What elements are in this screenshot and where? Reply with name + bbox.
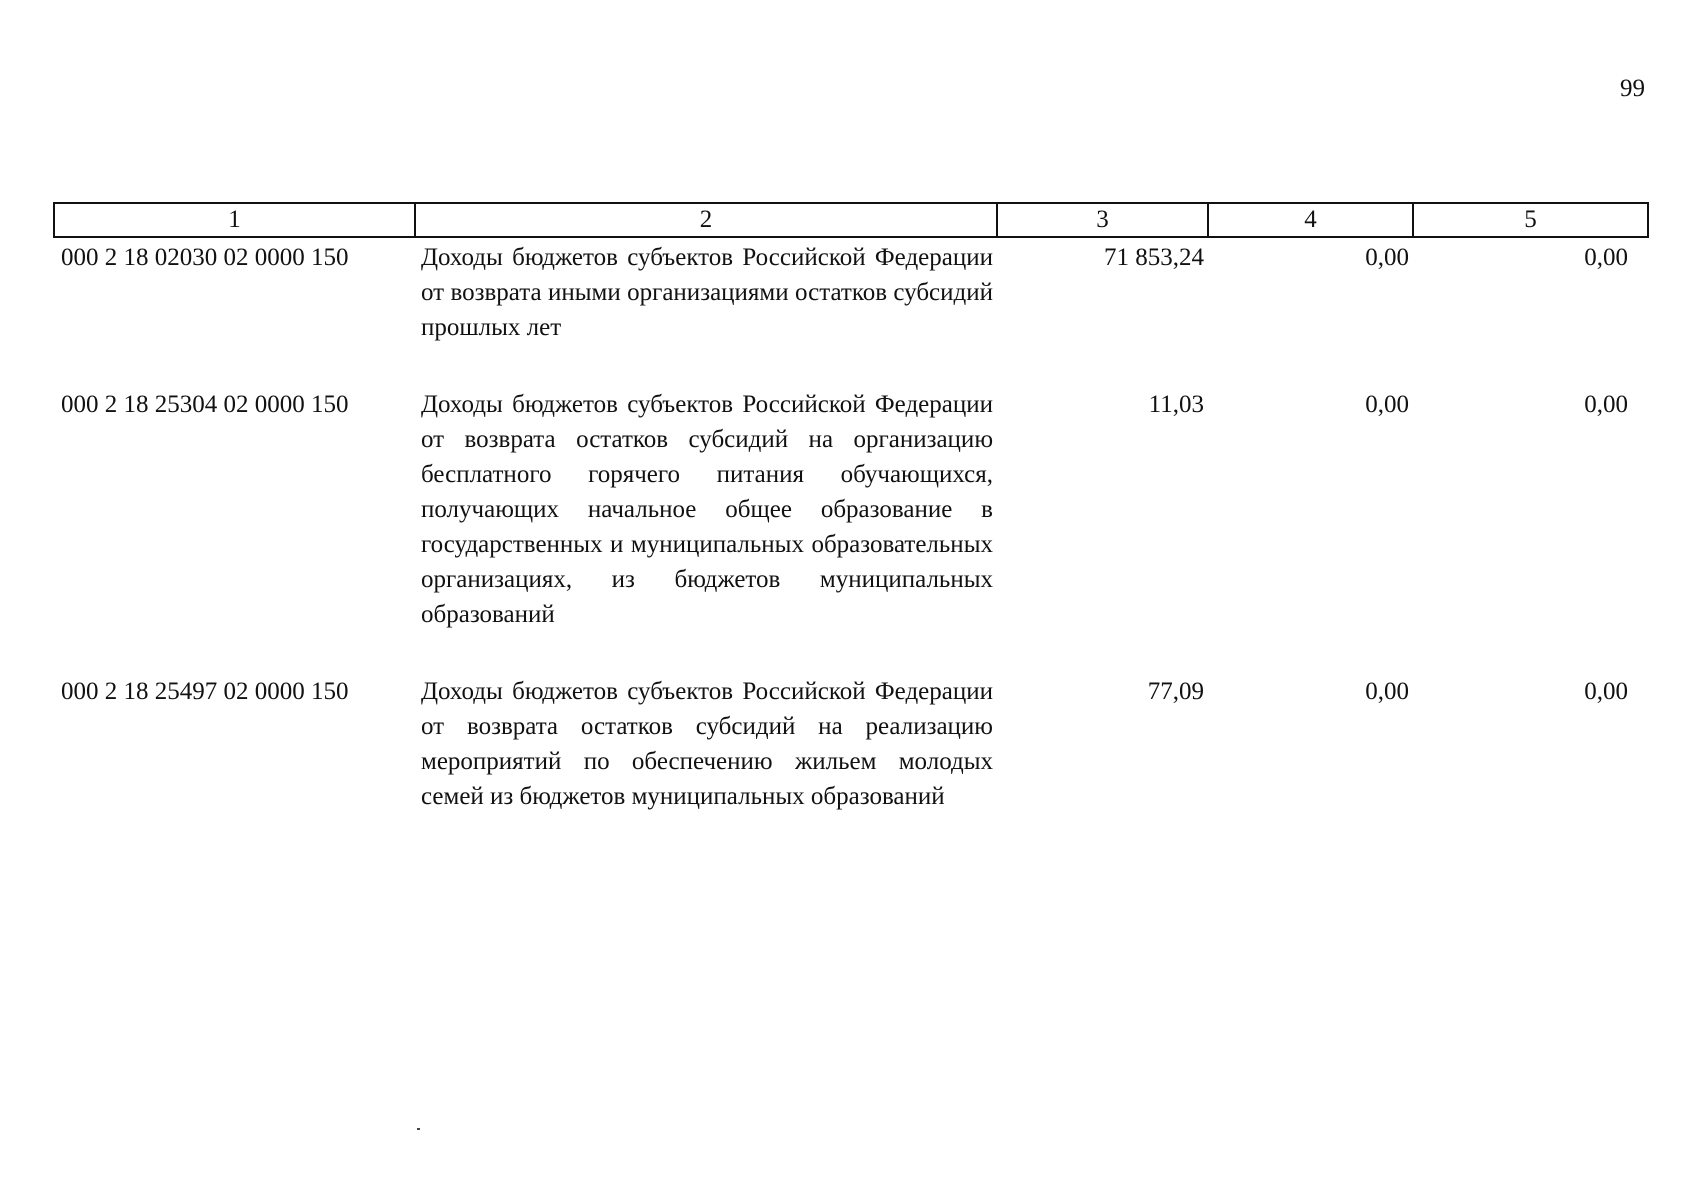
column-header-4: 4: [1208, 203, 1413, 237]
amount-col3-cell: 71 853,24: [1104, 244, 1204, 271]
revenue-name-cell: Доходы бюджетов субъектов Российской Федерации от возврата остатков субсидий на реализацию мероприятий по обеспечению жильем молодых семей из бюджетов муниципальных образований: [421, 678, 993, 810]
revenue-name-cell: Доходы бюджетов субъектов Российской Федерации от возврата иными организациями остатков субсидий прошлых лет: [421, 244, 993, 341]
amount-col5-cell: 0,00: [1584, 678, 1628, 705]
amount-col5-cell: 0,00: [1584, 391, 1628, 418]
column-header-2: 2: [415, 203, 997, 237]
revenue-name-cell: Доходы бюджетов субъектов Российской Федерации от возврата остатков субсидий на организацию бесплатного горячего питания обучающихся, получающих начальное общее образование в государственных и муниципальных образовательных организациях, из бюджетов муниципальных образований: [421, 391, 993, 628]
column-header-3: 3: [997, 203, 1208, 237]
table-row: [54, 672, 1648, 814]
amount-col3-cell: 11,03: [1148, 391, 1204, 418]
page-number: 99: [1620, 75, 1645, 102]
budget-code-cell: 000 2 18 25304 02 0000 150: [61, 391, 349, 418]
table-row: [54, 385, 1648, 672]
table-header: [54, 203, 1648, 237]
scan-speck-mark: [417, 1128, 420, 1130]
amount-col4-cell: 0,00: [1365, 678, 1409, 705]
column-header-1: 1: [54, 203, 415, 237]
amount-col4-cell: 0,00: [1365, 391, 1409, 418]
budget-revenue-table: [53, 202, 1649, 814]
amount-col3-cell: 77,09: [1147, 678, 1204, 705]
budget-code-cell: 000 2 18 02030 02 0000 150: [61, 244, 349, 271]
amount-col5-cell: 0,00: [1584, 244, 1628, 271]
table-row: [54, 237, 1648, 385]
table-body: [54, 237, 1648, 814]
amount-col4-cell: 0,00: [1365, 244, 1409, 271]
budget-code-cell: 000 2 18 25497 02 0000 150: [61, 678, 349, 705]
header-row: [54, 203, 1648, 237]
column-header-5: 5: [1413, 203, 1648, 237]
